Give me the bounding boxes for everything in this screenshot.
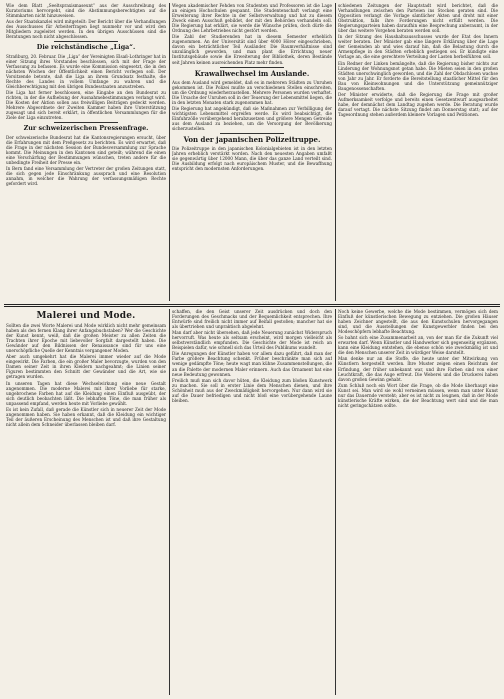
article-paragraph: Sollten die zwei Worte Malerei und Mode wirklich nicht mehr gemeinsam haben als den fernen Klang ihrer Anfangsbuchstaben? Wer die Geschichte der Kunst kennt, weiß, daß die großen Meister zu allen Zeiten die Trachten ihrer Epoche mit liebevoller Sorgfalt dargestellt haben. Die Gewänder auf den Bildnissen der Renaissance sind für uns eine unerschöpfliche Quelle der Kenntnis vergangener Moden. <box>6 323 166 354</box>
top-column-3 <box>338 3 498 301</box>
article-paragraph: Die Zahl der Studierenden hat in diesem Semester erheblich zugenommen. An der Universität sind über 4000 Hörer eingeschrieben, davon ein beträchtlicher Teil Ausländer. Die Raumverhältnisse sind unzulänglich geworden, und man plant die Errichtung neuer Institutsgebäude sowie die Erweiterung der Bibliothek, deren Bestände seit Jahren keinen ausreichenden Platz mehr finden. <box>172 34 332 65</box>
article-paragraph: In der Sitzung des Haushaltsausschusses wurde der Etat des Innern weiter beraten. Der Minister gab eine längere Erklärung über die Lage der Gemeinden ab und wies darauf hin, daß die Belastung durch die Armenpflege in den Städten erheblich gestiegen sei. Er kündigte eine Vorlage an, die eine gerechtere Verteilung der Lasten herbeiführen soll. <box>338 34 498 60</box>
feuilleton-rule <box>4 304 500 305</box>
article-paragraph: Man denke nur an die Stoffe, die heute unter der Mitwirkung von Künstlern hergestellt werden. Ihre Muster zeigen einen Reichtum der Erfindung, der früher unbekannt war, und ihre Farben sind von einer Leuchtkraft, die das Auge erfreut. Die Weberei und die Druckerei haben davon großen Gewinn gehabt. <box>338 356 498 382</box>
article-paragraph: Ein Redner der Linken bemängelte, daß die Regierung bisher nichts zur Linderung der Wohnungsnot getan habe. Die Mieten seien in den großen Städten unerschwinglich geworden, und die Zahl der Obdachlosen wachse von Jahr zu Jahr. Er forderte die Bereitstellung staatlicher Mittel für den Bau von Kleinwohnungen und die Unterstützung gemeinnütziger Baugenossenschaften. <box>338 60 498 91</box>
column-divider <box>335 309 336 695</box>
article-paragraph: Noch keine Gewerbe, welche die Mode bestimmen, vermögen sich dem Einfluß der künstlerischen Bewegung zu entziehen. Die großen Häuser haben Zeichner angestellt, die aus den Kunstschulen hervorgegangen sind, und die Ausstellungen der Kunstgewerbler finden bei den Modeschöpfern lebhafte Beachtung. <box>338 309 498 335</box>
separator <box>220 67 284 68</box>
column-divider <box>169 3 170 301</box>
article-paragraph: Wegen akademischer Fehden von Studenten und Professoren ist die Lage an einigen Hochschulen gespannt. Die Studentenschaft verlangt eine Erweiterung ihrer Rechte in der Selbstverwaltung und hat zu diesem Zweck einen Ausschuß gebildet, der mit den Behörden verhandeln soll. Die Regierung hat erklärt, sie werde die Wünsche prüfen, doch dürfe die Ordnung des Lehrbetriebes nicht gestört werden. <box>172 3 332 34</box>
separator <box>54 41 118 42</box>
article-heading: Die reichständische „Liga“. <box>36 43 136 52</box>
article-heading: Krawallwechsel im Auslande. <box>194 68 310 78</box>
article-paragraph: Straßburg, 20. Februar. Die „Liga“ der Vereinigten Elsaß-Lothringer hat in einer Sitzung ihres Vorstandes beschlossen, sich mit der Frage der Verfassung zu befassen. Es wurde eine Kommission eingesetzt, die in den nächsten Wochen der Öffentlichkeit einen Bericht vorlegen soll. Der Vorsitzende betonte, daß die Liga an ihrem Grundsatz festhalte, die Rechte des Landes in vollem Umfange zu wahren und die Gleichberechtigung mit den übrigen Bundesstaaten anzustreben. <box>6 53 166 90</box>
intro-paragraph: Aus der Staatskanzlei wird mitgeteilt: Der Bericht über die Verhandlungen des Ausschusses für Arbeiterfragen liegt nunmehr vor und wird den Mitgliedern zugeleitet werden. In den übrigen Ausschüssen sind die Beratungen noch nicht abgeschlossen. <box>6 19 166 40</box>
bottom-column-2 <box>172 309 332 695</box>
bottom-column-3 <box>338 309 498 695</box>
article-paragraph: Der Minister erwiderte, daß die Regierung die Frage mit großer Aufmerksamkeit verfolge und bereits einen Gesetzentwurf ausgearbeitet habe, der demnächst dem Landtag zugehen werde. Die Beratung wurde darauf vertagt. Die nächste Sitzung findet am Donnerstag statt; auf der Tagesordnung stehen außerdem kleinere Vorlagen und Petitionen. <box>338 91 498 117</box>
feuilleton-heading: Malerei und Mode. <box>36 311 136 321</box>
article-paragraph: Man darf aber nicht übersehen, daß jede Neuerung zunächst Widerspruch hervorruft. Was heute als seltsam erscheint, wird morgen vielleicht als selbstverständlich empfunden. Die Geschichte der Mode ist reich an Beispielen dafür, wie schnell sich das Urteil des Publikums wandelt. <box>172 330 332 351</box>
top-column-1 <box>6 3 166 301</box>
article-heading: Zur schweizerischen Pressenfrage. <box>23 124 149 133</box>
feuilleton-rule <box>4 306 500 307</box>
article-paragraph: Aus dem Ausland wird gemeldet, daß es in mehreren Städten zu Unruhen gekommen ist. Die Polizei mußte an verschiedenen Stellen einschreiten, um die Ordnung wiederherzustellen. Mehrere Personen wurden verhaftet. Die Ursache der Unruhen soll in der Teuerung der Lebensmittel liegen, die in den letzten Monaten stark zugenommen hat. <box>172 79 332 105</box>
article-paragraph: Freilich muß man sich davor hüten, die Kleidung zum bloßen Kunstwerk zu machen. Sie soll in erster Linie dem Menschen dienen, und ihre Schönheit muß aus der Zweckmäßigkeit hervorgehen. Nur dann wird sie auf die Dauer befriedigen und nicht bloß eine vorübergehende Laune bleiben. <box>172 377 332 403</box>
article-paragraph: Die Polizeitruppe in den japanischen Kolonialgebieten ist in den letzten Jahren erheblich verstärkt worden. Nach den neuesten Angaben umfaßt sie gegenwärtig über 12000 Mann, die über das ganze Land verteilt sind. Die Ausbildung erfolgt nach europäischem Muster, und die Bewaffnung entspricht den modernsten Anforderungen. <box>172 146 332 172</box>
article-paragraph: In unseren Tagen hat diese Wechselwirkung eine neue Gestalt angenommen. Die moderne Malerei mit ihrer Vorliebe für starke, ungebrochene Farben hat auf die Kleidung einen Einfluß ausgeübt, der sich deutlich beobachten läßt. Die lebhaften Töne, die man früher als unpassend empfand, werden heute mit Vorliebe gewählt. <box>6 380 166 406</box>
article-paragraph: Der schweizerische Bundesrat hat die Kantonsregierungen ersucht, über die Erfahrungen mit dem Preßgesetz zu berichten. Es wird erwartet, daß die Frage in der nächsten Session der Bundesversammlung zur Sprache kommt. Die Meinungen in den Kantonen sind geteilt; während die einen eine Verschärfung der Bestimmungen wünschen, treten andere für die unbedingte Freiheit der Presse ein. <box>6 134 166 166</box>
intro-notes <box>6 3 166 39</box>
article-paragraph: schaffen, die den Geist unserer Zeit ausdrücken und doch den Forderungen des Geschmacks und der Bequemlichkeit entsprechen. Ihre Entwürfe sind freilich nicht immer auf Beifall gestoßen; mancher hat sie als übertrieben und unpraktisch abgelehnt. <box>172 309 332 330</box>
article-heading: Von der japanischen Polizeitruppe. <box>183 135 321 145</box>
intro-paragraph: Wie dem Blatt „Seeltspraxismaseunt“ aus der Ausschreibung des Kuratoriums hervorgeht, sind die Abstimmungsberechtigten auf die Stimmkarten nicht hinzuweisen. <box>6 3 166 19</box>
article-paragraph: Aber auch umgekehrt hat die Malerei immer wieder auf die Mode eingewirkt. Die Farben, die ein großer Maler bevorzugte, wurden von den Damen seiner Zeit in ihren Kleidern nachgeahmt; die Linien seiner Figuren bestimmten den Schnitt der Gewänder und die Art, wie sie getragen wurden. <box>6 354 166 380</box>
article-paragraph: schiedenen Zeitungen der Hauptstadt wird berichtet, daß die Verhandlungen zwischen den Parteien ins Stocken geraten sind. Die Opposition verlangt die Vorlage sämtlicher Akten und droht mit einer Obstruktion, falls ihre Forderungen nicht erfüllt werden. Die Regierungsparteien haben daraufhin eine Besprechung anberaumt, in der über das weitere Vorgehen beraten werden soll. <box>338 3 498 34</box>
article-paragraph: Die Anregungen der Künstler haben vor allem dazu geführt, daß man der Farbe größere Beachtung schenkt. Früher beschränkte man sich auf wenige gedämpfte Töne; heute wagt man kühne Zusammenstellungen, die an die Palette der modernen Maler erinnern. Auch das Ornament hat eine neue Bedeutung gewonnen. <box>172 351 332 377</box>
top-column-2 <box>172 3 332 301</box>
article-paragraph: In Bern fand eine Versammlung der Vertreter der großen Zeitungen statt, die sich gegen jede Einschränkung aussprach und eine Resolution annahm, in welcher die Wahrung der verfassungsmäßigen Rechte gefordert wird. <box>6 166 166 187</box>
article-paragraph: Es ist kein Zufall, daß gerade die Künstler sich in neuerer Zeit der Mode angenommen haben. Sie haben erkannt, daß die Kleidung ein wichtiger Teil der äußeren Erscheinung des Menschen ist und daß ihre Gestaltung nicht allein dem Schneider überlassen bleiben darf. <box>6 406 166 427</box>
bottom-column-1 <box>6 309 166 695</box>
separator <box>220 133 284 134</box>
article-paragraph: Zum Schluß noch ein Wort über die Frage, ob die Mode überhaupt eine Kunst sei. Man wird sie wohl verneinen müssen, wenn man unter Kunst nur das Dauernde versteht; aber es ist nicht zu leugnen, daß in der Mode künstlerische Kräfte wirken, die der Beachtung wert sind und die man nicht geringschätzen sollte. <box>338 382 498 408</box>
column-divider <box>335 3 336 301</box>
article-paragraph: Die Liga hat ferner beschlossen, eine Eingabe an den Bundesrat zu richten, in der die Aufhebung der Ausnahmebestimmungen verlangt wird. Die Kosten der Aktion sollen aus freiwilligen Beiträgen gedeckt werden. Mehrere Abgeordnete der Zweiten Kammer haben ihre Unterstützung zugesagt und sich bereit erklärt, in öffentlichen Versammlungen für die Ziele der Liga einzutreten. <box>6 90 166 121</box>
separator <box>54 122 118 123</box>
column-divider <box>169 309 170 695</box>
article-paragraph: So bahnt sich eine Zusammenarbeit an, von der man für die Zukunft viel erwarten darf. Wenn Künstler und Handwerker sich gegenseitig ergänzen, kann eine Kleidung entstehen, die ebenso schön wie zweckmäßig ist und die den Menschen unserer Zeit in würdiger Weise darstellt. <box>338 335 498 356</box>
article-paragraph: Die Regierung hat angekündigt, daß sie Maßnahmen zur Verbilligung der wichtigsten Lebensmittel ergreifen werde. Es wird beabsichtigt, die Einfuhrzölle vorübergehend herabzusetzen und größere Mengen Getreide aus dem Ausland zu beziehen, um die Versorgung der Bevölkerung sicherzustellen. <box>172 105 332 131</box>
